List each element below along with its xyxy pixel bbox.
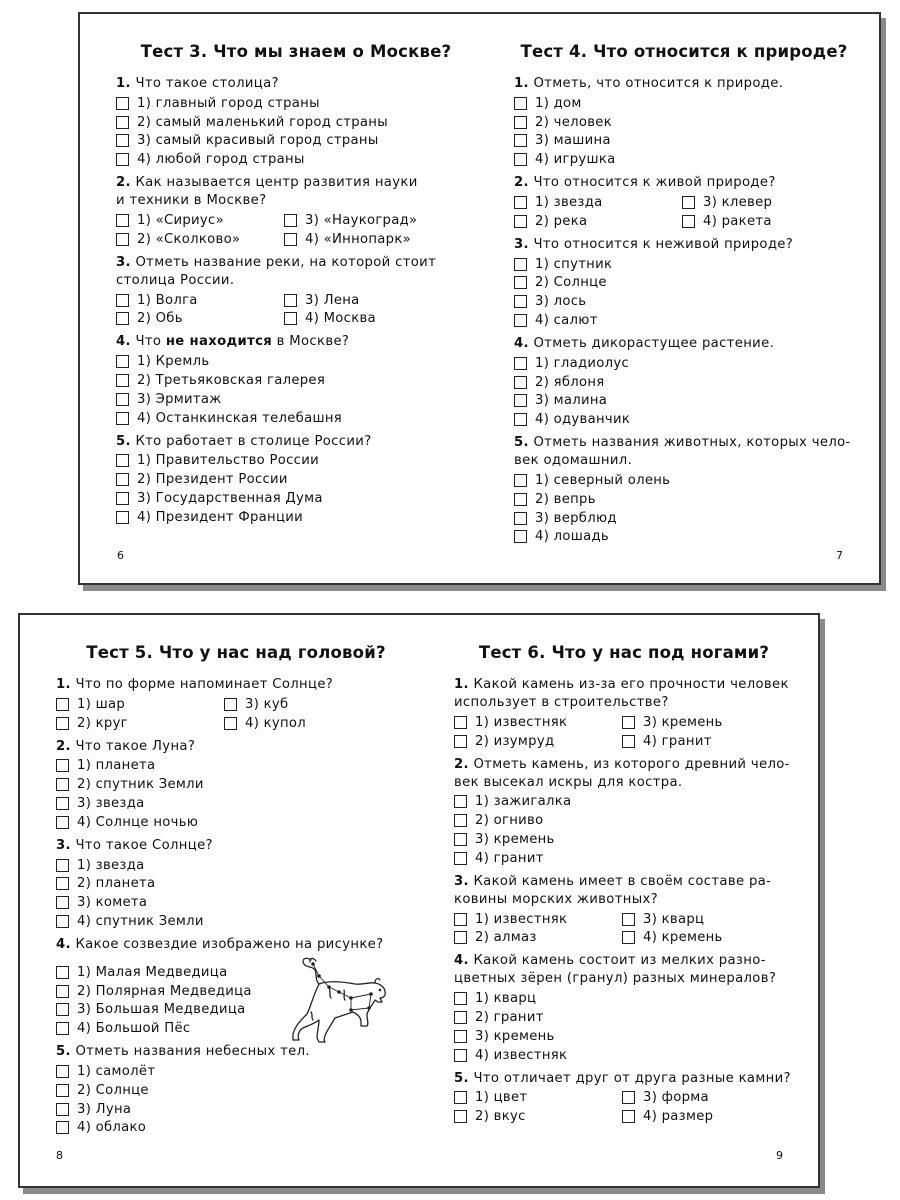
checkbox[interactable] bbox=[514, 357, 527, 370]
checkbox[interactable] bbox=[56, 1022, 69, 1035]
question-number: 5. bbox=[116, 433, 131, 449]
option-3[interactable]: 3) Государственная Дума bbox=[116, 489, 476, 508]
question-number: 1. bbox=[56, 677, 71, 692]
option-3[interactable]: 3) лось bbox=[514, 292, 854, 311]
option-3[interactable]: 3) форма bbox=[622, 1089, 794, 1108]
checkbox[interactable] bbox=[116, 473, 129, 486]
checkbox[interactable] bbox=[284, 233, 297, 246]
question-5 bbox=[116, 433, 476, 527]
checkbox[interactable] bbox=[514, 493, 527, 506]
option-2[interactable]: 2) спутник Земли bbox=[56, 775, 416, 794]
checkbox[interactable] bbox=[56, 797, 69, 810]
checkbox[interactable] bbox=[56, 778, 69, 791]
checkbox[interactable] bbox=[514, 474, 527, 487]
option-1[interactable]: 1) шар bbox=[56, 695, 224, 714]
checkbox[interactable] bbox=[116, 214, 129, 227]
checkbox[interactable] bbox=[224, 698, 237, 711]
option-3[interactable]: 3) Большая Медведица bbox=[56, 1001, 416, 1020]
option-1[interactable]: 1) зажигалка bbox=[454, 793, 794, 812]
option-4[interactable]: 4) размер bbox=[622, 1107, 794, 1126]
question-1 bbox=[454, 676, 794, 751]
option-1[interactable]: 1) цвет bbox=[454, 1089, 622, 1108]
checkbox[interactable] bbox=[116, 153, 129, 166]
option-2[interactable]: 2) Полярная Медведица bbox=[56, 982, 416, 1001]
page-number-8: 8 bbox=[56, 1149, 63, 1162]
option-1[interactable]: 1) звезда bbox=[56, 856, 416, 875]
checkbox[interactable] bbox=[116, 454, 129, 467]
question-number: 5. bbox=[454, 1070, 469, 1086]
option-2[interactable]: 2) Солнце bbox=[514, 274, 854, 293]
option-2[interactable]: 2) яблоня bbox=[514, 373, 854, 392]
checkbox[interactable] bbox=[454, 795, 467, 808]
checkbox[interactable] bbox=[514, 295, 527, 308]
checkbox[interactable] bbox=[56, 1103, 69, 1116]
option-4[interactable]: 4) ракета bbox=[682, 212, 854, 231]
option-4[interactable]: 4) Останкинская телебашня bbox=[116, 409, 476, 428]
question-text-cont: столица России. bbox=[116, 272, 235, 288]
question-number: 3. bbox=[514, 236, 529, 252]
constellation-bear-illustration bbox=[289, 954, 394, 1046]
checkbox[interactable] bbox=[116, 116, 129, 129]
question-text-cont: цветных зёрен (гранул) разных минералов? bbox=[454, 971, 777, 987]
question-number: 3. bbox=[116, 254, 131, 270]
option-4[interactable]: 4) игрушка bbox=[514, 150, 854, 169]
question-4 bbox=[116, 333, 476, 427]
option-1[interactable]: 1) главный город страны bbox=[116, 94, 476, 113]
checkbox[interactable] bbox=[514, 394, 527, 407]
option-3[interactable]: 3) клевер bbox=[682, 193, 854, 212]
option-2[interactable]: 2) планета bbox=[56, 875, 416, 894]
option-4[interactable]: 4) «Иннопарк» bbox=[284, 230, 476, 249]
question-1 bbox=[116, 75, 476, 169]
checkbox[interactable] bbox=[454, 1049, 467, 1062]
checkbox[interactable] bbox=[682, 196, 695, 209]
option-2[interactable]: 2) вкус bbox=[454, 1107, 622, 1126]
checkbox[interactable] bbox=[622, 1110, 635, 1123]
checkbox[interactable] bbox=[454, 1030, 467, 1043]
option-1[interactable]: 1) спутник bbox=[514, 255, 854, 274]
question-number: 5. bbox=[514, 435, 529, 451]
option-3[interactable]: 3) машина bbox=[514, 132, 854, 151]
checkbox[interactable] bbox=[56, 1065, 69, 1078]
checkbox[interactable] bbox=[454, 1110, 467, 1123]
question-text: Какой камень состоит из мелких разно- bbox=[473, 953, 766, 969]
option-1[interactable]: 1) «Сириус» bbox=[116, 211, 284, 230]
checkbox[interactable] bbox=[514, 153, 527, 166]
checkbox[interactable] bbox=[454, 814, 467, 827]
checkbox[interactable] bbox=[56, 915, 69, 928]
checkbox[interactable] bbox=[514, 134, 527, 147]
question-number: 3. bbox=[454, 873, 469, 889]
checkbox[interactable] bbox=[56, 877, 69, 890]
option-2[interactable]: 2) человек bbox=[514, 113, 854, 132]
question-4 bbox=[454, 952, 794, 1064]
option-1[interactable]: 1) известняк bbox=[454, 910, 622, 929]
checkbox[interactable] bbox=[56, 966, 69, 979]
question-text: Отметь дикорастущее растение. bbox=[533, 335, 775, 351]
option-1[interactable]: 1) дом bbox=[514, 94, 854, 113]
option-1[interactable]: 1) звезда bbox=[514, 193, 682, 212]
checkbox[interactable] bbox=[116, 374, 129, 387]
checkbox[interactable] bbox=[56, 1084, 69, 1097]
checkbox[interactable] bbox=[454, 992, 467, 1005]
page-number-9: 9 bbox=[776, 1149, 783, 1162]
question-emphasis: не находится bbox=[165, 334, 273, 350]
question-text: Как называется центр развития науки bbox=[135, 175, 418, 191]
test-6-title: Тест 6. Что у нас под ногами? bbox=[478, 643, 770, 662]
option-1[interactable]: 1) северный олень bbox=[514, 471, 854, 490]
question-number: 2. bbox=[116, 175, 131, 191]
question-text: Отметь названия небесных тел. bbox=[75, 1044, 310, 1060]
question-text: Что относится к неживой природе? bbox=[533, 236, 794, 252]
checkbox[interactable] bbox=[622, 913, 635, 926]
checkbox[interactable] bbox=[56, 759, 69, 772]
option-3[interactable]: 3) кремень bbox=[622, 713, 794, 732]
question-number: 4. bbox=[514, 335, 529, 351]
checkbox[interactable] bbox=[116, 312, 129, 325]
option-1[interactable]: 1) известняк bbox=[454, 713, 622, 732]
checkbox[interactable] bbox=[224, 717, 237, 730]
question-text: Что такое столица? bbox=[135, 76, 279, 91]
question-number: 4. bbox=[116, 334, 131, 350]
checkbox[interactable] bbox=[514, 215, 527, 228]
question-text-cont: и техники в Москве? bbox=[116, 193, 267, 209]
question-5 bbox=[56, 1043, 416, 1137]
checkbox[interactable] bbox=[56, 1121, 69, 1134]
question-5 bbox=[454, 1070, 794, 1127]
checkbox[interactable] bbox=[514, 314, 527, 327]
question-number: 1. bbox=[514, 76, 529, 91]
question-2 bbox=[116, 174, 476, 249]
checkbox[interactable] bbox=[454, 931, 467, 944]
option-3[interactable]: 3) Эрмитаж bbox=[116, 390, 476, 409]
option-3[interactable]: 3) Лена bbox=[284, 291, 476, 310]
question-4 bbox=[514, 335, 854, 429]
page-8 bbox=[56, 643, 416, 1142]
option-4[interactable]: 4) облако bbox=[56, 1119, 416, 1138]
question-1 bbox=[514, 75, 854, 169]
option-2[interactable]: 2) река bbox=[514, 212, 682, 231]
option-2[interactable]: 2) вепрь bbox=[514, 490, 854, 509]
page-9 bbox=[454, 643, 794, 1131]
page-6 bbox=[116, 42, 476, 532]
checkbox[interactable] bbox=[116, 492, 129, 505]
checkbox[interactable] bbox=[514, 276, 527, 289]
option-4[interactable]: 4) лошадь bbox=[514, 528, 854, 547]
question-3 bbox=[56, 837, 416, 931]
question-2 bbox=[454, 756, 794, 868]
test-4-title: Тест 4. Что относится к природе? bbox=[520, 42, 848, 61]
question-3 bbox=[454, 873, 794, 948]
question-text: Отметь камень, из которого древний чело- bbox=[473, 756, 790, 772]
question-text: Что отличает друг от друга разные камни? bbox=[473, 1070, 791, 1086]
checkbox[interactable] bbox=[514, 512, 527, 525]
option-1[interactable]: 1) гладиолус bbox=[514, 354, 854, 373]
option-4[interactable]: 4) известняк bbox=[454, 1046, 794, 1065]
checkbox[interactable] bbox=[56, 816, 69, 829]
option-4[interactable]: 4) Москва bbox=[284, 310, 476, 329]
test-3-title: Тест 3. Что мы знаем о Москве? bbox=[140, 42, 452, 61]
option-2[interactable]: 2) круг bbox=[56, 714, 224, 733]
option-4[interactable]: 4) одуванчик bbox=[514, 410, 854, 429]
question-text: Отметь название реки, на которой стоит bbox=[135, 254, 437, 270]
page-number-7: 7 bbox=[836, 549, 843, 562]
question-4 bbox=[56, 936, 416, 1038]
checkbox[interactable] bbox=[116, 412, 129, 425]
option-2[interactable]: 2) Президент России bbox=[116, 470, 476, 489]
option-4[interactable]: 4) купол bbox=[224, 714, 416, 733]
checkbox[interactable] bbox=[514, 97, 527, 110]
question-text: Какой камень из-за его прочности человек bbox=[473, 677, 789, 692]
option-2[interactable]: 2) Третьяковская галерея bbox=[116, 371, 476, 390]
option-3[interactable]: 3) самый красивый город страны bbox=[116, 132, 476, 151]
checkbox[interactable] bbox=[622, 716, 635, 729]
option-1[interactable]: 1) Малая Медведица bbox=[56, 963, 416, 982]
option-4[interactable]: 4) Большой Пёс bbox=[56, 1019, 416, 1038]
checkbox[interactable] bbox=[116, 355, 129, 368]
question-text: Что такое Солнце? bbox=[75, 837, 213, 853]
option-3[interactable]: 3) кремень bbox=[454, 1027, 794, 1046]
question-number: 1. bbox=[454, 677, 469, 692]
checkbox[interactable] bbox=[56, 859, 69, 872]
option-2[interactable]: 2) Солнце bbox=[56, 1081, 416, 1100]
option-4[interactable]: 4) кремень bbox=[622, 929, 794, 948]
question-text: Отметь, что относится к природе. bbox=[533, 76, 784, 91]
question-text-end: в Москве? bbox=[276, 334, 350, 350]
checkbox[interactable] bbox=[116, 294, 129, 307]
checkbox[interactable] bbox=[622, 735, 635, 748]
checkbox[interactable] bbox=[284, 294, 297, 307]
checkbox[interactable] bbox=[116, 233, 129, 246]
question-2 bbox=[56, 738, 416, 832]
checkbox[interactable] bbox=[514, 530, 527, 543]
option-2[interactable]: 2) Обь bbox=[116, 310, 284, 329]
test-5-title: Тест 5. Что у нас над головой? bbox=[86, 643, 386, 662]
page-number-6: 6 bbox=[117, 549, 124, 562]
question-number: 2. bbox=[56, 738, 71, 754]
option-3[interactable]: 3) куб bbox=[224, 695, 416, 714]
option-3[interactable]: 3) «Наукоград» bbox=[284, 211, 476, 230]
question-5 bbox=[514, 434, 854, 546]
option-1[interactable]: 1) Кремль bbox=[116, 352, 476, 371]
question-number: 2. bbox=[514, 175, 529, 191]
option-3[interactable]: 3) кремень bbox=[454, 830, 794, 849]
option-1[interactable]: 1) Правительство России bbox=[116, 452, 476, 471]
checkbox[interactable] bbox=[454, 913, 467, 926]
option-3[interactable]: 3) кварц bbox=[622, 910, 794, 929]
checkbox[interactable] bbox=[284, 214, 297, 227]
question-text: Что относится к живой природе? bbox=[533, 175, 776, 191]
checkbox[interactable] bbox=[454, 1011, 467, 1024]
option-4[interactable]: 4) гранит bbox=[622, 732, 794, 751]
question-text-cont: век высекал искры для костра. bbox=[454, 774, 683, 790]
option-1[interactable]: 1) Волга bbox=[116, 291, 284, 310]
question-text: Что такое Луна? bbox=[75, 738, 196, 754]
checkbox[interactable] bbox=[284, 312, 297, 325]
option-2[interactable]: 2) огниво bbox=[454, 811, 794, 830]
checkbox[interactable] bbox=[116, 393, 129, 406]
checkbox[interactable] bbox=[454, 852, 467, 865]
option-1[interactable]: 1) кварц bbox=[454, 989, 794, 1008]
question-3 bbox=[514, 236, 854, 330]
option-3[interactable]: 3) Луна bbox=[56, 1100, 416, 1119]
checkbox[interactable] bbox=[514, 258, 527, 271]
question-number: 2. bbox=[454, 756, 469, 772]
option-4[interactable]: 4) гранит bbox=[454, 849, 794, 868]
question-number: 4. bbox=[454, 953, 469, 969]
checkbox[interactable] bbox=[454, 833, 467, 846]
checkbox[interactable] bbox=[454, 735, 467, 748]
question-number: 1. bbox=[116, 76, 131, 91]
question-text: Какое созвездие изображено на рисунке? bbox=[75, 936, 384, 952]
question-1 bbox=[56, 676, 416, 733]
checkbox[interactable] bbox=[682, 215, 695, 228]
question-text-cont: век одомашнил. bbox=[514, 453, 633, 469]
checkbox[interactable] bbox=[56, 985, 69, 998]
option-3[interactable]: 3) звезда bbox=[56, 794, 416, 813]
option-4[interactable]: 4) салют bbox=[514, 311, 854, 330]
option-2[interactable]: 2) гранит bbox=[454, 1008, 794, 1027]
option-3[interactable]: 3) верблюд bbox=[514, 509, 854, 528]
option-2[interactable]: 2) алмаз bbox=[454, 929, 622, 948]
option-2[interactable]: 2) «Сколково» bbox=[116, 230, 284, 249]
checkbox[interactable] bbox=[56, 717, 69, 730]
option-1[interactable]: 1) самолёт bbox=[56, 1062, 416, 1081]
checkbox[interactable] bbox=[514, 116, 527, 129]
question-text-cont: ковины морских животных? bbox=[454, 891, 658, 907]
question-2 bbox=[514, 174, 854, 231]
checkbox[interactable] bbox=[56, 896, 69, 909]
option-2[interactable]: 2) изумруд bbox=[454, 732, 622, 751]
question-number: 5. bbox=[56, 1044, 71, 1060]
checkbox[interactable] bbox=[514, 376, 527, 389]
checkbox[interactable] bbox=[622, 931, 635, 944]
option-4[interactable]: 4) спутник Земли bbox=[56, 912, 416, 931]
option-3[interactable]: 3) малина bbox=[514, 392, 854, 411]
question-text: Отметь названия животных, которых чело- bbox=[533, 435, 851, 451]
spread-pages-6-7 bbox=[78, 12, 881, 585]
option-4[interactable]: 4) Солнце ночью bbox=[56, 813, 416, 832]
question-text: Кто работает в столице России? bbox=[135, 433, 372, 449]
checkbox[interactable] bbox=[622, 1091, 635, 1104]
page-7 bbox=[514, 42, 854, 551]
checkbox[interactable] bbox=[514, 196, 527, 209]
checkbox[interactable] bbox=[56, 698, 69, 711]
option-3[interactable]: 3) комета bbox=[56, 893, 416, 912]
checkbox[interactable] bbox=[454, 1091, 467, 1104]
checkbox[interactable] bbox=[116, 511, 129, 524]
option-4[interactable]: 4) Президент Франции bbox=[116, 508, 476, 527]
checkbox[interactable] bbox=[116, 134, 129, 147]
option-1[interactable]: 1) планета bbox=[56, 757, 416, 776]
checkbox[interactable] bbox=[56, 1003, 69, 1016]
question-text: Что bbox=[135, 334, 162, 350]
question-number: 3. bbox=[56, 837, 71, 853]
checkbox[interactable] bbox=[116, 97, 129, 110]
question-text-cont: использует в строительстве? bbox=[454, 695, 669, 710]
option-4[interactable]: 4) любой город страны bbox=[116, 150, 476, 169]
question-number: 4. bbox=[56, 936, 71, 952]
question-text: Что по форме напоминает Солнце? bbox=[75, 677, 334, 692]
checkbox[interactable] bbox=[454, 716, 467, 729]
question-3 bbox=[116, 254, 476, 329]
question-text: Какой камень имеет в своём составе ра- bbox=[473, 873, 772, 889]
checkbox[interactable] bbox=[514, 413, 527, 426]
option-2[interactable]: 2) самый маленький город страны bbox=[116, 113, 476, 132]
spread-pages-8-9 bbox=[18, 613, 820, 1188]
